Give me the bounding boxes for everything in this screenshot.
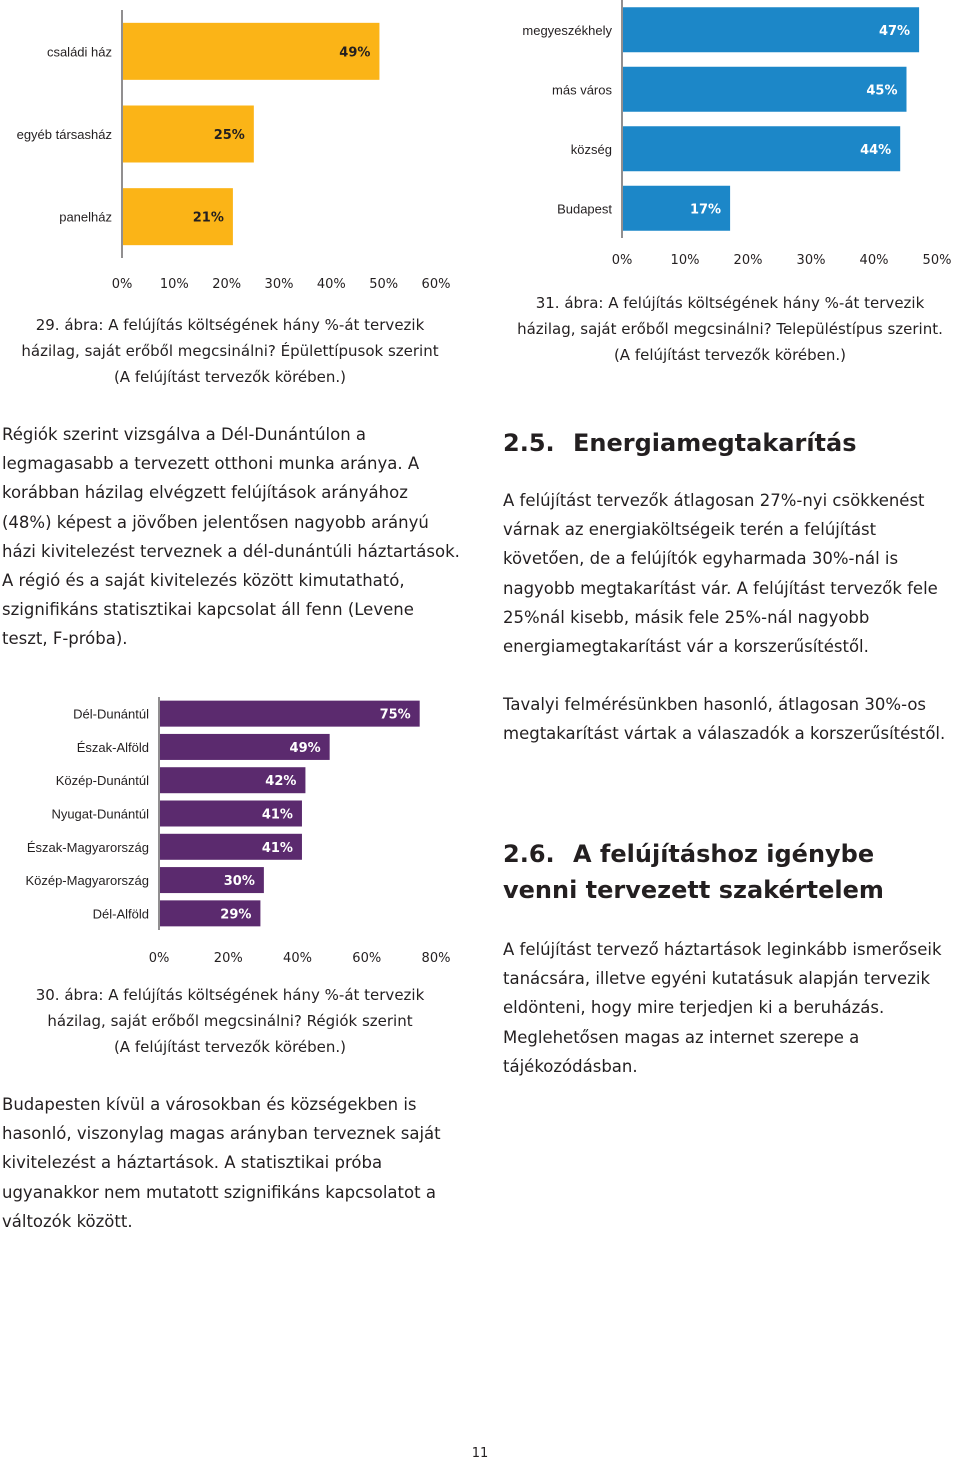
chart-30-regions (0, 690, 470, 975)
tick-label: 50% (922, 253, 952, 268)
chart-29-svg (0, 0, 470, 300)
tick-label: 80% (421, 951, 451, 966)
tick-label: 40% (316, 277, 346, 292)
caption-fig29-line2: házilag, saját erőből megcsinálni? Épülettípusok szerint (21, 342, 439, 360)
heading-experts (503, 836, 923, 908)
bar (623, 126, 900, 171)
tick-label: 10% (670, 253, 700, 268)
category-label: Nyugat-Dunántúl (51, 806, 149, 822)
caption-fig30 (0, 982, 460, 1060)
tick-label: 50% (369, 277, 399, 292)
caption-fig31-line1: 31. ábra: A felújítás költségének hány %-át tervezik (535, 294, 925, 312)
caption-fig31-line3: (A felújítást tervezők körében.) (613, 346, 847, 364)
tick-label: 10% (159, 277, 189, 292)
page-number: 11 (471, 1446, 489, 1461)
data-label: 45% (866, 83, 898, 99)
paragraph-energy-2: Tavalyi felmérésünkben hasonló, átlagosan 30%-os megtakarítást vártak a válaszadók a korszerűsítéstől. (503, 695, 946, 744)
category-label: egyéb társasház (16, 127, 112, 142)
paragraph-regions: Régiók szerint vizsgálva a Dél-Dunántúlon a legmagasabb a tervezett otthoni munka aránya. A korábban házilag elvégzett felújítások arányához (48%) képest a jövőben jelentősen nagyobb arányú házi kivitelezést terveznek a dél-dunántúli háztartások. A régió és a saját kivitelezés között kimutatható, szignifikáns statisztikai kapcsolat áll fenn (Levene teszt, F-próba). (2, 425, 460, 649)
caption-fig29-line3: (A felújítást tervezők körében.) (113, 368, 347, 386)
paragraph-energy-1: A felújítást tervezők átlagosan 27%-nyi csökkenést várnak az energiaköltségeik terén a felújítást követően, de a felújítók egyharmada 30%-nál is nagyobb megtakarítást vár. A felújítást tervezők fele 25%nál kisebb, másik fele 25%-nál nagyobb energiamegtakarítást vár a korszerűsítéstől. (503, 491, 938, 657)
category-label: Észak-Alföld (76, 739, 149, 755)
data-label: 42% (265, 774, 297, 790)
tick-label: 0% (611, 253, 633, 268)
data-label: 41% (261, 807, 293, 823)
data-label: 29% (220, 907, 252, 923)
category-label: megyeszékhely (522, 22, 612, 38)
heading-energy-number: 2.5. (503, 429, 555, 457)
data-label: 49% (289, 740, 321, 756)
caption-fig29-line1: 29. ábra: A felújítás költségének hány %-át tervezik (35, 316, 425, 334)
tick-label: 20% (733, 253, 763, 268)
chart-31-settlement-types (490, 0, 960, 275)
tick-label: 0% (148, 951, 170, 966)
caption-fig30-line2: házilag, saját erőből megcsinálni? Régiók szerint (47, 1012, 413, 1030)
chart-29-building-types (0, 0, 470, 300)
data-label: 21% (192, 210, 224, 226)
data-label: 17% (689, 202, 722, 218)
tick-label: 20% (212, 277, 242, 292)
heading-experts-number: 2.6. (503, 840, 555, 868)
tick-label: 60% (421, 277, 451, 292)
data-label: 47% (878, 23, 911, 39)
data-label: 49% (339, 45, 371, 61)
tick-label: 30% (796, 253, 826, 268)
chart-30-svg (0, 690, 470, 975)
caption-fig30-line1: 30. ábra: A felújítás költségének hány %-át tervezik (35, 986, 425, 1004)
tick-label: 40% (283, 951, 312, 966)
data-label: 75% (379, 707, 411, 723)
category-label: Dél-Alföld (92, 906, 149, 922)
category-label: Közép-Dunántúl (55, 773, 149, 789)
caption-fig29 (0, 312, 460, 390)
caption-fig30-line3: (A felújítást tervezők körében.) (113, 1038, 347, 1056)
chart-31-svg (490, 0, 960, 275)
data-label: 25% (213, 128, 245, 143)
heading-experts-title: A felújításhoz igénybe venni tervezett szakértelem (503, 840, 884, 904)
category-label: Dél-Dunántúl (73, 706, 149, 722)
category-label: panelház (59, 209, 112, 225)
category-label: Észak-Magyarország (26, 839, 149, 855)
caption-fig31 (500, 290, 960, 368)
data-label: 41% (261, 840, 293, 856)
category-label: más város (552, 82, 612, 98)
category-label: község (570, 141, 612, 157)
tick-label: 30% (264, 277, 294, 292)
paragraph-budapest: Budapesten kívül a városokban és községekben is hasonló, viszonylag magas arányban terveznek saját kivitelezést a háztartások. A statisztikai próba ugyanakkor nem mutatott szignifikáns kapcsolatot a változók között. (2, 1095, 441, 1231)
data-label: 44% (860, 142, 892, 158)
tick-label: 60% (352, 951, 382, 966)
caption-fig31-line2: házilag, saját erőből megcsinálni? Településtípus szerint. (517, 320, 943, 338)
heading-energy-title: Energiamegtakarítás (573, 429, 857, 457)
tick-label: 40% (859, 253, 889, 268)
heading-energy (503, 425, 953, 461)
bar (623, 67, 907, 112)
bar (623, 7, 919, 52)
tick-label: 0% (111, 277, 133, 292)
category-label: Budapest (557, 201, 612, 217)
paragraph-experts: A felújítást tervező háztartások leginkább ismerőseik tanácsára, illetve egyéni kutatásuk alapján tervezik eldönteni, hogy mire terjedjen ki a beruházás. Meglehetősen magas az internet szerepe a tájékozódásban. (503, 940, 942, 1076)
tick-label: 20% (213, 951, 243, 966)
category-label: Közép-Magyarország (25, 873, 149, 889)
category-label: családi ház (46, 44, 112, 60)
data-label: 30% (223, 874, 255, 890)
